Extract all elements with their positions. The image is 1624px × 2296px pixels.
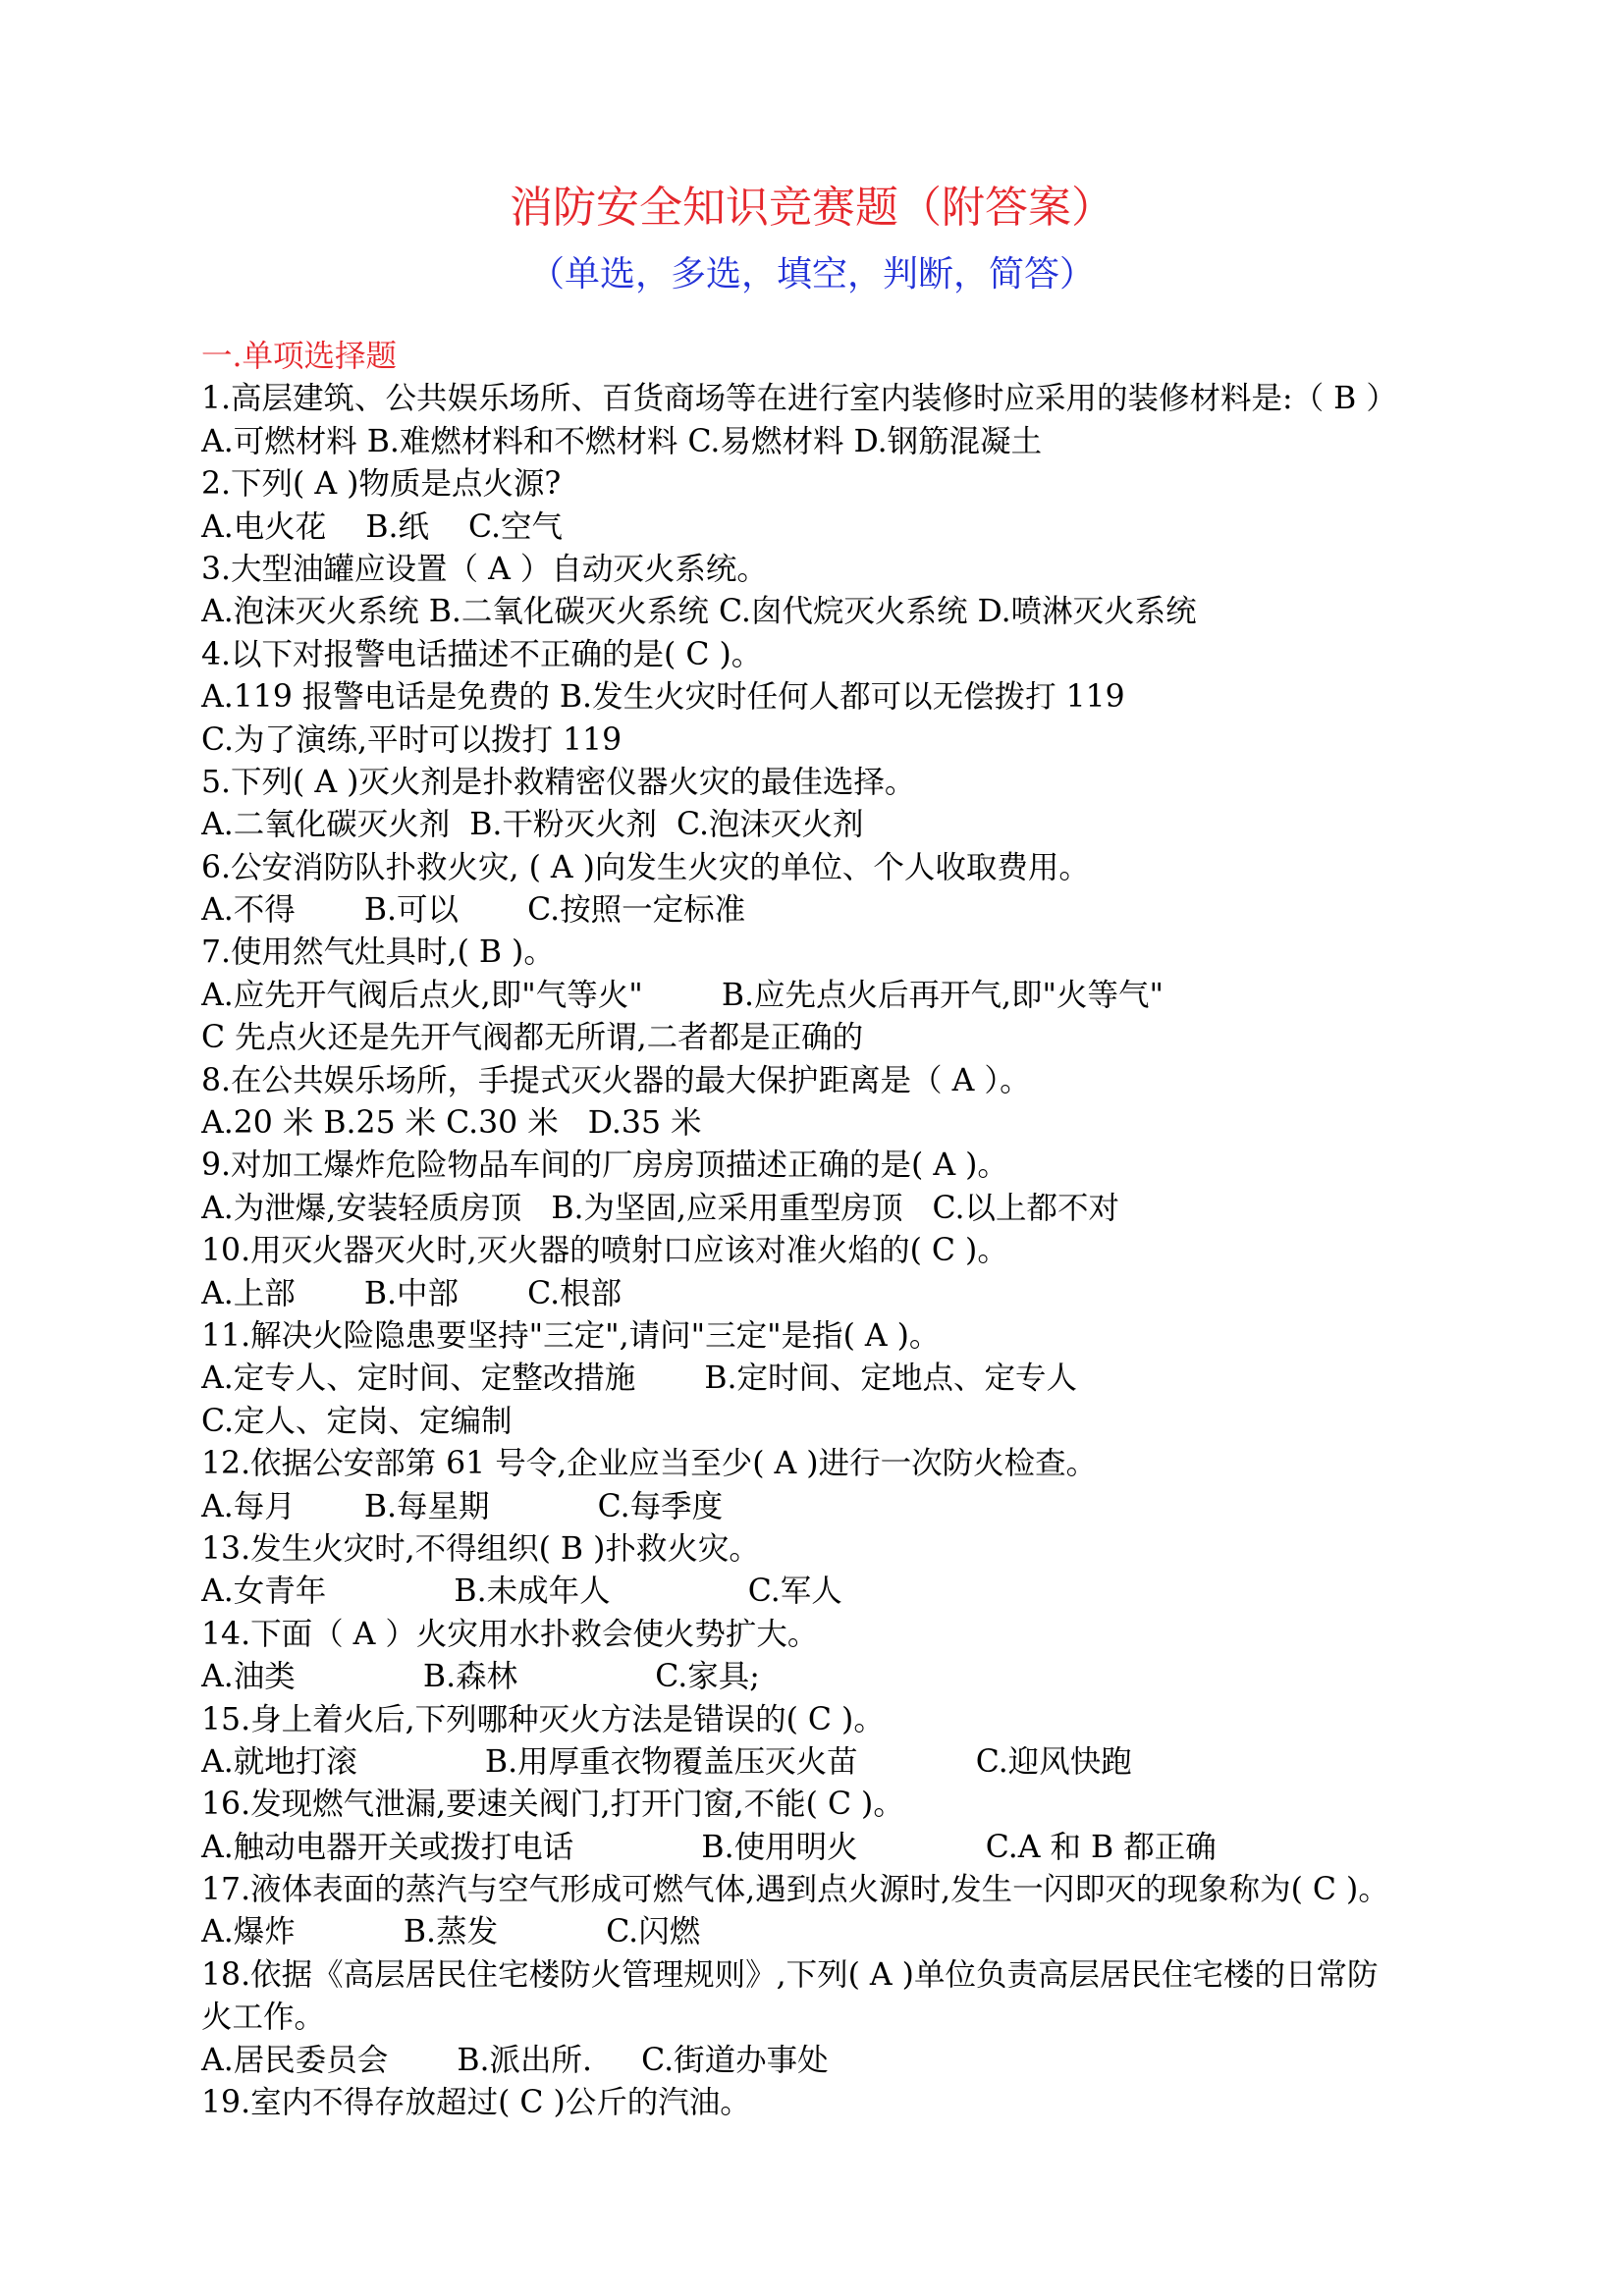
- document-subtitle: （单选，多选，填空，判断，简答）: [528, 254, 1095, 294]
- text-line: A.20 米 B.25 米 C.30 米 D.35 米: [201, 1105, 702, 1142]
- text-line: 8.在公共娱乐场所，手提式灭火器的最大保护距离是（ A ）。: [201, 1062, 1031, 1098]
- section-heading: 一.单项选择题: [201, 339, 398, 374]
- text-line: A.定专人、定时间、定整改措施 B.定时间、定地点、定专人: [201, 1361, 1078, 1397]
- document-body: [201, 336, 1438, 2124]
- text-line: 3.大型油罐应设置（ A ）自动灭火系统。: [201, 551, 768, 587]
- text-line: 火工作。: [201, 2000, 326, 2036]
- text-line: A.应先开气阀后点火,即"气等火" B.应先点火后再开气,即"火等气": [201, 977, 1164, 1013]
- text-line: A.119 报警电话是免费的 B.发生火灾时任何人都可以无偿拨打 119: [201, 679, 1125, 716]
- text-line: 5.下列( A )灭火剂是扑救精密仪器火灾的最佳选择。: [201, 764, 916, 800]
- text-line: 16.发现燃气泄漏,要速关阀门,打开门窗,不能( C )。: [201, 1787, 904, 1823]
- text-line: C 先点火还是先开气阀都无所谓,二者都是正确的: [201, 1020, 864, 1056]
- text-line: A.触动电器开关或拨打电话 B.使用明火 C.A 和 B 都正确: [201, 1829, 1217, 1865]
- text-line: A.爆炸 B.蒸发 C.闪燃: [201, 1914, 701, 1950]
- text-line: 2.下列( A )物质是点火源?: [201, 466, 562, 503]
- text-line: 19.室内不得存放超过( C )公斤的汽油。: [201, 2085, 751, 2121]
- text-line: C.为了演练,平时可以拨打 119: [201, 721, 623, 758]
- text-line: 6.公安消防队扑救火灾, ( A )向发生火灾的单位、个人收取费用。: [201, 849, 1090, 885]
- text-line: A.油类 B.森林 C.家具;: [201, 1659, 760, 1695]
- text-line: 14.下面（ A ）火灾用水扑救会使火势扩大。: [201, 1616, 819, 1652]
- text-line: 17.液体表面的蒸汽与空气形成可燃气体,遇到点火源时,发生一闪即灭的现象称为( C )。: [201, 1872, 1389, 1908]
- text-line: 15.身上着火后,下列哪种灭火方法是错误的( C )。: [201, 1701, 885, 1737]
- text-line: 11.解决火险隐患要坚持"三定",请问"三定"是指( A )。: [201, 1317, 941, 1354]
- text-line: A.可燃材料 B.难燃材料和不燃材料 C.易燃材料 D.钢筋混凝土: [201, 423, 1043, 459]
- text-line: A.上部 B.中部 C.根部: [201, 1275, 623, 1311]
- text-line: A.为泄爆,安装轻质房顶 B.为坚固,应采用重型房顶 C.以上都不对: [201, 1190, 1120, 1226]
- text-line: 10.用灭火器灭火时,灭火器的喷射口应该对准火焰的( C )。: [201, 1233, 1008, 1269]
- text-line: C.定人、定岗、定编制: [201, 1403, 513, 1439]
- text-line: 9.对加工爆炸危险物品车间的厂房房顶描述正确的是( A )。: [201, 1148, 1008, 1184]
- text-line: A.女青年 B.未成年人 C.军人: [201, 1574, 842, 1610]
- text-line: 18.依据《高层居民住宅楼防火管理规则》,下列( A )单位负责高层居民住宅楼的日常防: [201, 1956, 1379, 1993]
- text-line: A.电火花 B.纸 C.空气: [201, 508, 564, 545]
- text-line: A.二氧化碳灭火剂 B.干粉灭火剂 C.泡沫灭火剂: [201, 807, 864, 843]
- document-title: 消防安全知识竞赛题（附答案）: [510, 183, 1114, 233]
- text-line: 4.以下对报警电话描述不正确的是( C )。: [201, 636, 763, 672]
- text-line: A.居民委员会 B.派出所. C.街道办事处: [201, 2042, 829, 2078]
- text-line: 13.发生火灾时,不得组织( B )扑救火灾。: [201, 1530, 760, 1567]
- text-line: A.不得 B.可以 C.按照一定标准: [201, 892, 746, 929]
- text-line: 1.高层建筑、公共娱乐场所、百货商场等在进行室内装修时应采用的装修材料是:（ B ）: [201, 381, 1397, 417]
- text-line: A.就地打滚 B.用厚重衣物覆盖压灭火苗 C.迎风快跑: [201, 1743, 1132, 1780]
- text-line: 7.使用然气灶具时,( B )。: [201, 934, 555, 971]
- text-line: A.每月 B.每星期 C.每季度: [201, 1488, 724, 1524]
- text-line: A.泡沫灭火系统 B.二氧化碳灭火系统 C.囱代烷灭火系统 D.喷淋灭火系统: [201, 594, 1197, 630]
- text-line: 12.依据公安部第 61 号令,企业应当至少( A )进行一次防火检查。: [201, 1446, 1098, 1482]
